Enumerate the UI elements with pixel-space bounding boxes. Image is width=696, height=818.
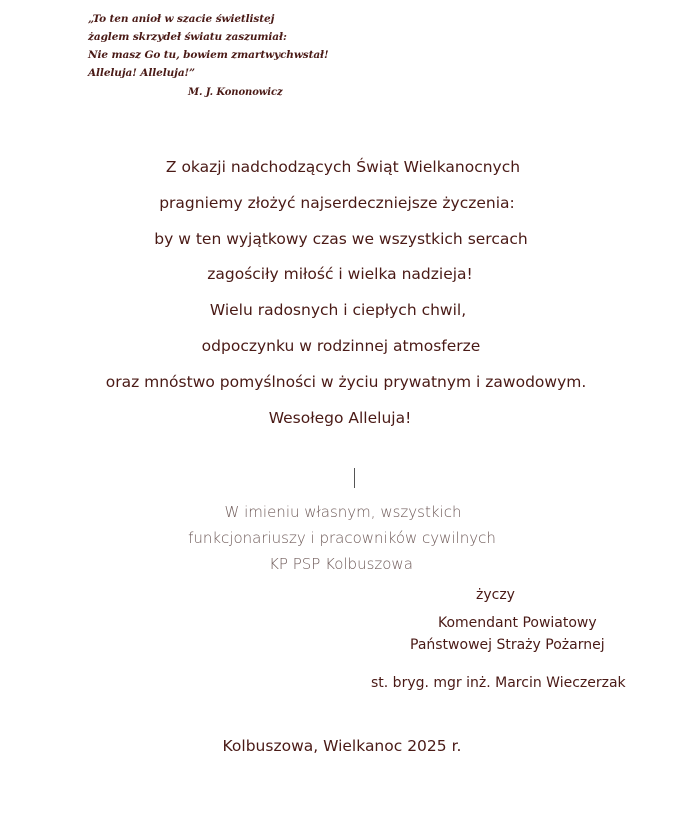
place-and-date — [0, 735, 696, 757]
poem-line: Nie masz Go tu, bowiem zmartwychwstał! — [88, 49, 329, 61]
wishes-line: oraz mnóstwo pomyślności w życiu prywatnym i zawodowym. — [105, 372, 587, 391]
wishes-line: odpoczynku w rodzinnej atmosferze — [201, 336, 481, 355]
wishes-line: Wesołego Alleluja! — [268, 408, 412, 427]
signature-wishes-word: życzy — [476, 587, 515, 603]
place-date-text: Kolbuszowa, Wielkanoc 2025 r. — [222, 737, 462, 755]
signature-title-line: Komendant Powiatowy — [438, 615, 597, 631]
sender-block — [0, 499, 696, 577]
poem-author: M. J. Kononowicz — [188, 87, 283, 98]
sender-line: KP PSP Kolbuszowa — [269, 555, 413, 573]
wishes-text — [0, 150, 696, 436]
signature-name: st. bryg. mgr inż. Marcin Wieczerzak — [371, 675, 626, 691]
poem-line: „To ten anioł w szacie świetlistej — [88, 13, 275, 25]
poem-line: żaglem skrzydeł światu zaszumiał: — [88, 31, 287, 43]
wishes-line: by w ten wyjątkowy czas we wszystkich sercach — [154, 229, 528, 248]
wishes-line: Z okazji nadchodzących Świąt Wielkanocnych — [165, 158, 521, 176]
wishes-line: pragniemy złożyć najserdeczniejsze życzenia: — [159, 193, 515, 212]
sender-line: funkcjonariuszy i pracowników cywilnych — [188, 529, 496, 547]
sender-line: W imieniu własnym, wszystkich — [224, 503, 462, 521]
wishes-line: Wielu radosnych i ciepłych chwil, — [209, 301, 467, 320]
signature-title-line: Państwowej Straży Pożarnej — [410, 637, 605, 653]
poem-quote — [88, 10, 408, 102]
poem-line: Alleluja! Alleluja!” — [88, 67, 195, 79]
vertical-divider — [354, 468, 355, 488]
wishes-line: zagościły miłość i wielka nadzieja! — [207, 265, 473, 284]
